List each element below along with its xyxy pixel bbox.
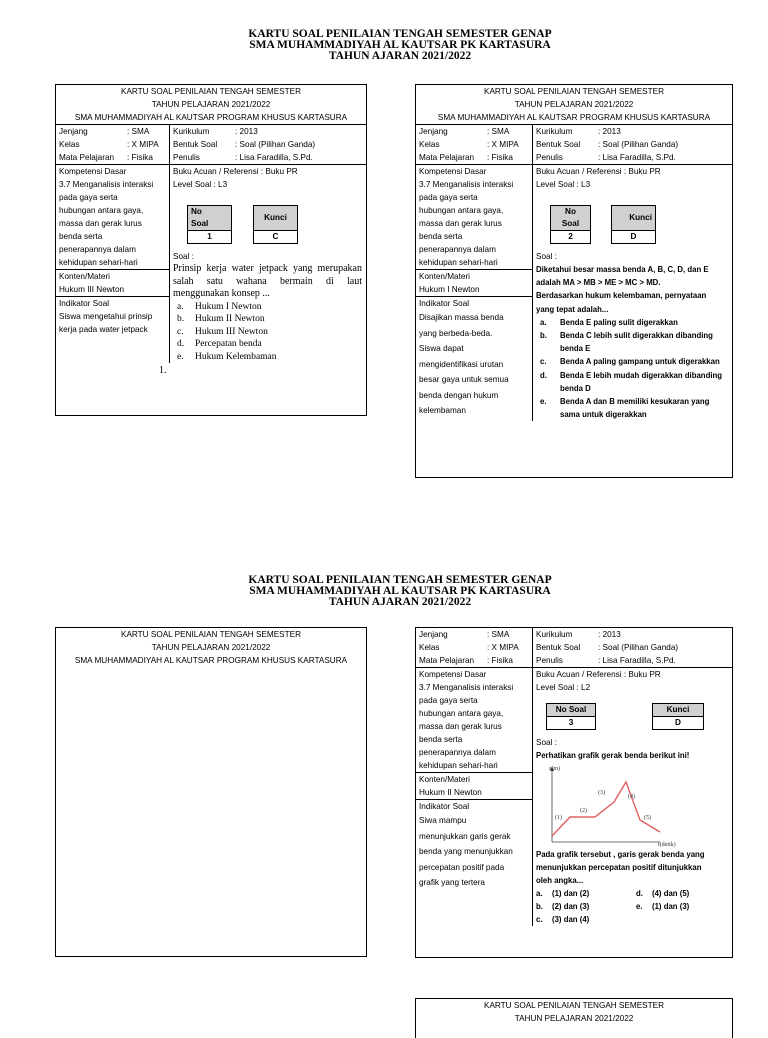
question-text — [536, 263, 732, 421]
card-header — [416, 999, 732, 1025]
kd-line: kehidupan sehari-hari — [419, 761, 498, 770]
option-text: Benda A dan B memiliki kesukaran yang sama untuk digerakkan — [560, 397, 710, 420]
kunci-box — [652, 703, 704, 730]
label-mapel: Mata Pelajaran — [59, 153, 115, 162]
option-letter: a. — [536, 889, 543, 898]
kd-line: massa dan gerak lurus — [419, 219, 502, 228]
label-penulis: Penulis — [536, 656, 563, 665]
card-header — [416, 85, 732, 125]
option — [177, 351, 366, 364]
no-soal-box — [187, 205, 232, 244]
question-text — [536, 848, 732, 926]
label-kurikulum: Kurikulum — [173, 127, 210, 136]
level-soal: Level Soal : L3 — [173, 180, 228, 189]
value-kurikulum: : 2013 — [235, 127, 258, 136]
motion-graph — [540, 762, 705, 848]
no-soal-value: 1 — [207, 232, 212, 241]
question-card-1 — [55, 84, 367, 416]
label-indikator: Indikator Soal — [59, 299, 110, 308]
kd-line: massa dan gerak lurus — [59, 219, 142, 228]
option-text: Benda E lebih mudah digerakkan dibanding benda D — [560, 370, 723, 393]
option — [536, 900, 636, 913]
option-text: Hukum Kelembaman — [195, 351, 277, 362]
option-letter: b. — [540, 331, 547, 341]
label-konten: Konten/Materi — [59, 272, 110, 281]
indikator-line: besar gaya untuk semua — [419, 375, 509, 384]
body-row — [416, 668, 732, 926]
card-header — [56, 628, 366, 667]
option — [536, 369, 728, 395]
kd-line: massa dan gerak lurus — [419, 722, 502, 731]
indikator-line: mengidentifikasi urutan — [419, 359, 504, 369]
option-text: (3) dan (4) — [552, 915, 590, 924]
indikator-line: kerja pada water jetpack — [59, 325, 148, 334]
option-letter: e. — [177, 351, 184, 362]
option — [536, 316, 728, 329]
label-kelas: Kelas — [419, 643, 440, 652]
level-soal: Level Soal : L3 — [536, 180, 591, 189]
card-header-line: TAHUN PELAJARAN 2021/2022 — [151, 643, 271, 652]
question-line: oleh angka... — [536, 876, 584, 885]
option-letter: d. — [540, 370, 547, 380]
value-kelas: : X MIPA — [487, 643, 519, 652]
indikator-line: benda dengan hukum — [419, 390, 499, 400]
soal-label: Soal : — [536, 252, 557, 261]
option-letter: c. — [177, 326, 184, 337]
question-line: adalah MA > MB > ME > MC > MD. — [536, 278, 661, 288]
option-letter: a. — [540, 317, 547, 327]
kd-line: 3.7 Menganalisis interaksi — [59, 180, 154, 189]
no-soal-label: No — [565, 207, 576, 216]
meta-row — [416, 628, 732, 668]
kd-line: kehidupan sehari-hari — [59, 258, 138, 267]
y-axis-label: s(m) — [549, 766, 560, 772]
option-text: Benda E paling sulit digerakkan — [560, 317, 678, 327]
value-kelas: : X MIPA — [127, 140, 159, 149]
segment-label: (2) — [580, 808, 587, 814]
option — [536, 395, 728, 421]
option — [636, 887, 689, 900]
option-text: Benda A paling gampang untuk digerakkan — [560, 357, 720, 367]
indikator-line: grafik yang tertera — [419, 878, 485, 887]
label-kompetensi-dasar: Kompetensi Dasar — [419, 167, 487, 176]
label-jenjang: Jenjang — [419, 630, 448, 639]
option-letter: c. — [540, 357, 547, 367]
no-kunci-table — [550, 205, 732, 244]
segment-label: (5) — [644, 815, 651, 821]
meta-row — [416, 125, 732, 165]
indikator-line: benda yang menunjukkan — [419, 847, 513, 856]
indikator-line: Siswa mengetahui prinsip — [59, 312, 153, 321]
title-line: TAHUN AJARAN 2021/2022 — [328, 596, 472, 608]
graph-background — [540, 762, 705, 848]
kd-line: benda serta — [419, 232, 463, 241]
label-kompetensi-dasar: Kompetensi Dasar — [59, 167, 127, 176]
value-kurikulum: : 2013 — [598, 127, 621, 136]
kunci-value: C — [272, 232, 279, 241]
kd-line: kehidupan sehari-hari — [419, 258, 498, 267]
label-penulis: Penulis — [173, 153, 200, 162]
option-letter: e. — [636, 902, 643, 911]
option-text: Percepatan benda — [195, 339, 262, 349]
card-header-line: KARTU SOAL PENILAIAN TENGAH SEMESTER — [483, 87, 665, 96]
option-text: Benda C lebih sulit digerakkan dibanding benda E — [560, 331, 713, 354]
segment-label: (3) — [598, 790, 605, 796]
question-line: Berdasarkan hukum kelembaman, pernyataan — [536, 291, 707, 301]
kd-line: penerapannya dalam — [419, 245, 496, 254]
value-jenjang: : SMA — [487, 127, 510, 136]
value-jenjang: : SMA — [127, 127, 150, 136]
kunci-label: Kunci — [653, 704, 703, 717]
card-header-line: SMA MUHAMMADIYAH AL KAUTSAR PROGRAM KHUSUS KARTASURA — [74, 656, 348, 665]
card-header-line: TAHUN PELAJARAN 2021/2022 — [514, 100, 634, 109]
kunci-value: D — [675, 718, 681, 727]
option-letter: b. — [177, 314, 185, 324]
segment-label: (4) — [628, 794, 635, 800]
kd-line: pada gaya serta — [419, 696, 478, 705]
value-bentuk-soal: : Soal (Pilihan Ganda) — [235, 140, 316, 149]
body-row — [56, 165, 366, 376]
kunci-value: D — [630, 232, 637, 241]
option-text: (1) dan (2) — [552, 889, 590, 898]
label-kelas: Kelas — [59, 140, 80, 149]
x-axis-label: t(detik) — [658, 842, 676, 848]
value-kurikulum: : 2013 — [598, 630, 621, 639]
kd-line: pada gaya serta — [59, 193, 118, 202]
card-header-line: SMA MUHAMMADIYAH AL KAUTSAR PROGRAM KHUSUS KARTASURA — [437, 113, 711, 122]
option-text: (2) dan (3) — [552, 902, 590, 911]
kunci-box — [611, 205, 656, 244]
value-penulis: : Lisa Faradilla, S.Pd. — [235, 153, 313, 162]
value-mapel: : Fisika — [487, 656, 513, 665]
soal-label: Soal : — [173, 252, 194, 261]
kd-line: pada gaya serta — [419, 193, 478, 202]
no-soal-value: 3 — [568, 718, 574, 727]
soal-label: Soal : — [536, 738, 557, 747]
title-line: TAHUN AJARAN 2021/2022 — [328, 50, 472, 62]
no-kunci-table — [187, 205, 366, 244]
label-mapel: Mata Pelajaran — [419, 153, 475, 162]
level-soal: Level Soal : L2 — [536, 683, 591, 692]
segment-label: (1) — [555, 815, 562, 821]
value-bentuk-soal: : Soal (Pilihan Ganda) — [598, 643, 679, 652]
option — [177, 326, 366, 339]
title-line: KARTU SOAL PENILAIAN TENGAH SEMESTER GENAP — [248, 574, 552, 586]
kd-line: hubungan antara gaya, — [59, 206, 144, 215]
value-kelas: : X MIPA — [487, 140, 519, 149]
card-header-line: SMA MUHAMMADIYAH AL KAUTSAR PROGRAM KHUSUS KARTASURA — [74, 113, 348, 122]
question-card-4 — [415, 627, 733, 958]
value-jenjang: : SMA — [487, 630, 510, 639]
label-konten: Konten/Materi — [419, 775, 470, 784]
question-card-5 — [415, 998, 733, 1038]
option-letter: a. — [177, 301, 184, 312]
option — [536, 355, 728, 368]
kd-line: benda serta — [59, 232, 103, 241]
question-line: Pada grafik tersebut , garis gerak benda yang — [536, 850, 705, 859]
kd-line: penerapannya dalam — [419, 748, 496, 757]
label-indikator: Indikator Soal — [419, 299, 470, 308]
kd-line: hubungan antara gaya, — [419, 206, 504, 215]
body-row — [416, 165, 732, 421]
option-letter: d. — [177, 339, 185, 349]
value-penulis: : Lisa Faradilla, S.Pd. — [598, 153, 676, 162]
question-line: menunjukkan percepatan positif ditunjukkan — [536, 863, 702, 872]
kd-line: hubungan antara gaya, — [419, 709, 504, 718]
kunci-label: Kunci — [612, 206, 655, 231]
no-soal-label: Soal — [561, 219, 580, 228]
no-soal-box — [550, 205, 591, 244]
card-header — [56, 85, 366, 125]
konten-value: Hukum II Newton — [419, 788, 482, 797]
option — [177, 313, 366, 326]
indikator-line: Disajikan massa benda — [419, 313, 504, 322]
value-penulis: : Lisa Faradilla, S.Pd. — [598, 656, 676, 665]
label-bentuk-soal: Bentuk Soal — [536, 643, 581, 652]
label-mapel: Mata Pelajaran — [419, 656, 475, 665]
label-jenjang: Jenjang — [59, 127, 88, 136]
label-kelas: Kelas — [419, 140, 440, 149]
option-letter: c. — [536, 915, 543, 924]
question-line: Diketahui besar massa benda A, B, C, D, dan E — [536, 265, 709, 274]
indikator-line: kelembaman — [419, 406, 466, 415]
card-header-line: TAHUN PELAJARAN 2021/2022 — [514, 1014, 634, 1023]
question-card-2 — [415, 84, 733, 478]
label-kurikulum: Kurikulum — [536, 630, 573, 639]
question-line: yang tepat adalah... — [536, 304, 609, 314]
title-line: KARTU SOAL PENILAIAN TENGAH SEMESTER GENAP — [248, 28, 552, 40]
section2-title — [0, 575, 768, 608]
kunci-box — [253, 205, 298, 244]
no-soal-label: No Soal — [547, 704, 595, 717]
kd-line: 3.7 Menganalisis interaksi — [419, 683, 514, 692]
referensi: Buku Acuan / Referensi : Buku PR — [536, 670, 661, 679]
card-header-line: KARTU SOAL PENILAIAN TENGAH SEMESTER — [120, 630, 302, 639]
kd-line: penerapannya dalam — [59, 245, 136, 254]
option-text: Hukum II Newton — [195, 314, 265, 324]
konten-value: Hukum I Newton — [419, 285, 480, 294]
option-letter: d. — [636, 889, 643, 898]
option — [636, 900, 689, 913]
referensi: Buku Acuan / Referensi : Buku PR — [173, 167, 298, 176]
no-soal-label: No — [191, 207, 202, 216]
title-line: SMA MUHAMMADIYAH AL KAUTSAR PK KARTASURA — [249, 585, 551, 597]
option — [536, 887, 636, 900]
indikator-line: yang berbeda-beda. — [419, 328, 493, 338]
value-mapel: : Fisika — [487, 153, 513, 162]
question-number: 1. — [159, 365, 167, 376]
option-text: (4) dan (5) — [652, 889, 690, 898]
option — [536, 913, 589, 926]
question-card-3 — [55, 627, 367, 957]
title-line: SMA MUHAMMADIYAH AL KAUTSAR PK KARTASURA — [249, 39, 551, 51]
value-mapel: : Fisika — [127, 153, 153, 162]
option-letter: e. — [540, 397, 547, 407]
kd-line: 3.7 Menganalisis interaksi — [419, 180, 514, 189]
option — [536, 329, 728, 355]
no-soal-box — [546, 703, 596, 730]
label-kompetensi-dasar: Kompetensi Dasar — [419, 670, 487, 679]
no-soal-value: 2 — [568, 232, 573, 241]
label-jenjang: Jenjang — [419, 127, 448, 136]
card-header-line: KARTU SOAL PENILAIAN TENGAH SEMESTER — [120, 87, 302, 96]
no-kunci-table — [546, 703, 732, 730]
label-kurikulum: Kurikulum — [536, 127, 573, 136]
label-bentuk-soal: Bentuk Soal — [536, 140, 581, 149]
label-indikator: Indikator Soal — [419, 802, 470, 811]
card-header-line: KARTU SOAL PENILAIAN TENGAH SEMESTER — [483, 1001, 665, 1010]
indikator-line: Siswa dapat — [419, 344, 464, 353]
option-text: Hukum III Newton — [195, 326, 268, 337]
meta-row — [56, 125, 366, 165]
option — [177, 338, 366, 351]
label-bentuk-soal: Bentuk Soal — [173, 140, 218, 149]
card-header-line: TAHUN PELAJARAN 2021/2022 — [151, 100, 271, 109]
question-text: Prinsip kerja water jetpack yang merupakan salah satu wahana bermain di laut menggunakan konsep ... — [173, 263, 362, 299]
option — [177, 301, 366, 314]
kunci-label: Kunci — [254, 206, 297, 231]
indikator-line: menunjukkan garis gerak — [419, 831, 511, 841]
label-konten: Konten/Materi — [419, 272, 470, 281]
label-penulis: Penulis — [536, 153, 563, 162]
konten-value: Hukum III Newton — [59, 285, 125, 294]
kd-line: benda serta — [419, 735, 463, 744]
graph-intro: Perhatikan grafik gerak benda berikut ini! — [536, 751, 690, 760]
indikator-line: Siwa mampu — [419, 816, 467, 825]
section1-title — [0, 29, 768, 62]
value-bentuk-soal: : Soal (Pilihan Ganda) — [598, 140, 679, 149]
indikator-line: percepatan positif pada — [419, 862, 505, 872]
referensi: Buku Acuan / Referensi : Buku PR — [536, 167, 661, 176]
option-letter: b. — [536, 902, 543, 911]
option-text: (1) dan (3) — [652, 902, 690, 911]
no-soal-label: Soal — [191, 219, 209, 228]
option-text: Hukum I Newton — [195, 301, 262, 312]
